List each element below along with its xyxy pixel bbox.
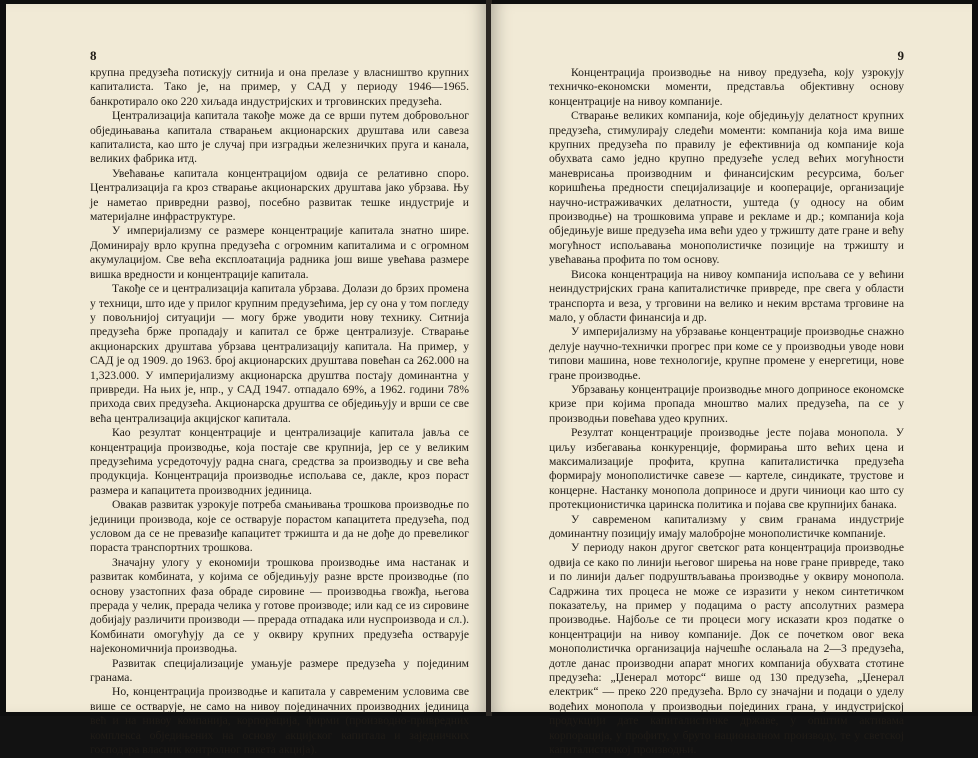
left-page-text: [90, 66, 469, 758]
paragraph: Централизација капитала такође може да се врши путем добровољног обједињавања капитала стварањем акционарских друштава или савеза капиталиста, као што је случај при изградњи железничких пруга и канала, великих фабрика итд.: [90, 109, 469, 166]
paragraph: У периоду након другог светског рата концентрација производње одвија се како по линији његовог ширења на нове гране привреде, тако и по линији даљег подруштвљавања производње у оквиру монопола. Садржина тих процеса не може се изразити у неком синтетичком показатељу, на пример у подацима о расту апсолутних размера производње. Најбоље се ти процеси могу исказати кроз податке о концентрацији на нивоу компаније. Док се почетком овог века монополистичка организација најчешће ослањала на 2—3 предузећа, дотле данас производни апарат многих компанија обухвата стотине предузећа: „Џенерал моторс“ више од 130 предузећа, „Џенерал електрик“ — преко 220 предузећа. Врло су значајни и подаци о уделу водећих монопола у производњи појединих грана, у индустријској продукцији дате капиталистичке државе, у општим активама корпорација, у профиту, у бруто националном производу, те у светској капиталистичкој производњи.: [549, 541, 904, 757]
page-number: 9: [897, 48, 904, 63]
paragraph: У империјализму на убрзавање концентрације производње снажно делује научно-технички прогрес при коме се у производњи уводе нови типови машина, нове технологије, крупне промене у енергетици, нове гране производње.: [549, 325, 904, 382]
right-page-text: [549, 66, 904, 758]
paragraph: Значајну улогу у економији трошкова производње има настанак и развитак комбината, у којима се обједињују разне врсте производње (по основу узастопних фаза обраде сировине — производња гвожђа, његова прерада у челик, прерада челика у готове производе; или кад се из сировине добијају различити производи — прерада отпадака или нуспроизвода и сл.). Комбинати омогућују да се у оквиру крупних предузећа остварује најекономичнија производња.: [90, 555, 469, 656]
paragraph: Развитак специјализације умањује размере предузећа у појединим гранама.: [90, 656, 469, 685]
paragraph: Стварање великих компанија, које обједињују делатност крупних предузећа, стимулирају следећи моменти: компанија која има више крупних предузећа по правилу је ефективнија од компаније која обухвата само једно крупно предузеће услед већих могућности маневрисања производним и финансијским ресурсима, бољег коришћења предности специјализације и кооперације, организације научно-истраживачких делатности, уштеда (у односу на обим производње) на трошковима управе и рекламе и др.; компанија која обједињује више предузећа има већи удео у тржишту дате гране и већу могућност испољавања монополистичке позиције на тржишту и увећавања профита по том основу.: [549, 109, 904, 267]
paragraph: У савременом капитализму у свим гранама индустрије доминантну позицију имају малобројне монополистичке компаније.: [549, 512, 904, 540]
paragraph: Резултат концентрације производње јесте појава монопола. У циљу избегавања конкуренције, формирања што већих цена и максимализације профита, крупна капиталистичка предузећа формирају монополистичке савезе — картеле, синдикате, трустове и концерне. Настанку монопола доприносе и други чиниоци као што су протекционистичка царинска политика и појава све крупнијих банака.: [549, 426, 904, 512]
paragraph: Висока концентрација на нивоу компанија испољава се у већини неиндустријских грана капиталистичке привреде, пре свега у области транспорта и веза, у трговини на велико и неким врстама трговине на мало, у области финансија и др.: [549, 267, 904, 324]
paragraph: Такође се и централизација капитала убрзава. Долази до брзих промена у техници, што иде у прилог крупним предузећима, јер су она у том погледу у повољнијој ситуацији — могу брже уводити нову технику. Ситнија предузећа брже пропадају и капитал се брже централизује. Стварање акционарских друштава убрзава централизацију капитала. На пример, у САД је од 1909. до 1963. број акционарских друштава повећан са 262.000 на 1,323.000. У империјализму акционарска друштва постају доминантна у привреди. На њих је, нпр., у САД 1947. отпадало 69%, а 1962. години 78% прихода свих предузећа. Акционарска друштва се обједињују и врши се све већа централизација акцијског капитала.: [90, 282, 469, 425]
paragraph: Убрзавању концентрације производње много доприносе економске кризе при којима пропада мноштво малих предузећа, па се у производњи повећава удео крупних.: [549, 382, 904, 425]
paragraph: крупна предузећа потискују ситнија и она прелазе у власништво крупних капиталиста. Тако је, на пример, у САД у периоду 1946—1965. банкротирало око 220 хиљада индустријских и трговинских предузећа.: [90, 66, 469, 108]
right-page: [491, 4, 972, 757]
left-page: [6, 4, 487, 757]
paragraph: Концентрација производње на нивоу предузећа, коју узрокују техничко-економски моменти, представља објективну основу концентрације на нивоу компаније.: [549, 66, 904, 108]
page-number: 8: [90, 48, 97, 63]
paragraph: Увећавање капитала концентрацијом одвија се релативно споро. Централизација га кроз стварање акционарских друштава јако убрзава. Њу је наметао привредни развој, посебно развитак тешке индустрије и материјалне инфраструктуре.: [90, 166, 469, 224]
paragraph: Овакав развитак узрокује потреба смањивања трошкова производње по јединици производа, које се остварује порастом капацитета предузећа, под условом да се не превазиђе капацитет тржишта и да не дође до превеликог пораста транспортних трошкова.: [90, 498, 469, 555]
paragraph: Но, концентрација производње и капитала у савременим условима све више се остварује, не само на нивоу појединачних производних јединица већ и на нивоу компанија, корпорација, фирми (производно-привредних комплекса обједињених на основу акцијског капитала и заједничких господара власник контролног пакета акција).: [90, 685, 469, 757]
paragraph: У империјализму се размере концентрације капитала знатно шире. Доминирају врло крупна предузећа с огромним капиталима и с огромном акумулацијом. Све већа експлоатација радника још више увећава размере вишка вредности и концентрације капитала.: [90, 224, 469, 281]
paragraph: Као резултат концентрације и централизације капитала јавља се концентрација производње, која постаје све крупнија, јер се у великим предузећима усредоточују радна снага, средства за производњу и све већа продукција. Концентрација производње испољава се, дакле, кроз пораст размера и капацитета производних јединица.: [90, 426, 469, 497]
